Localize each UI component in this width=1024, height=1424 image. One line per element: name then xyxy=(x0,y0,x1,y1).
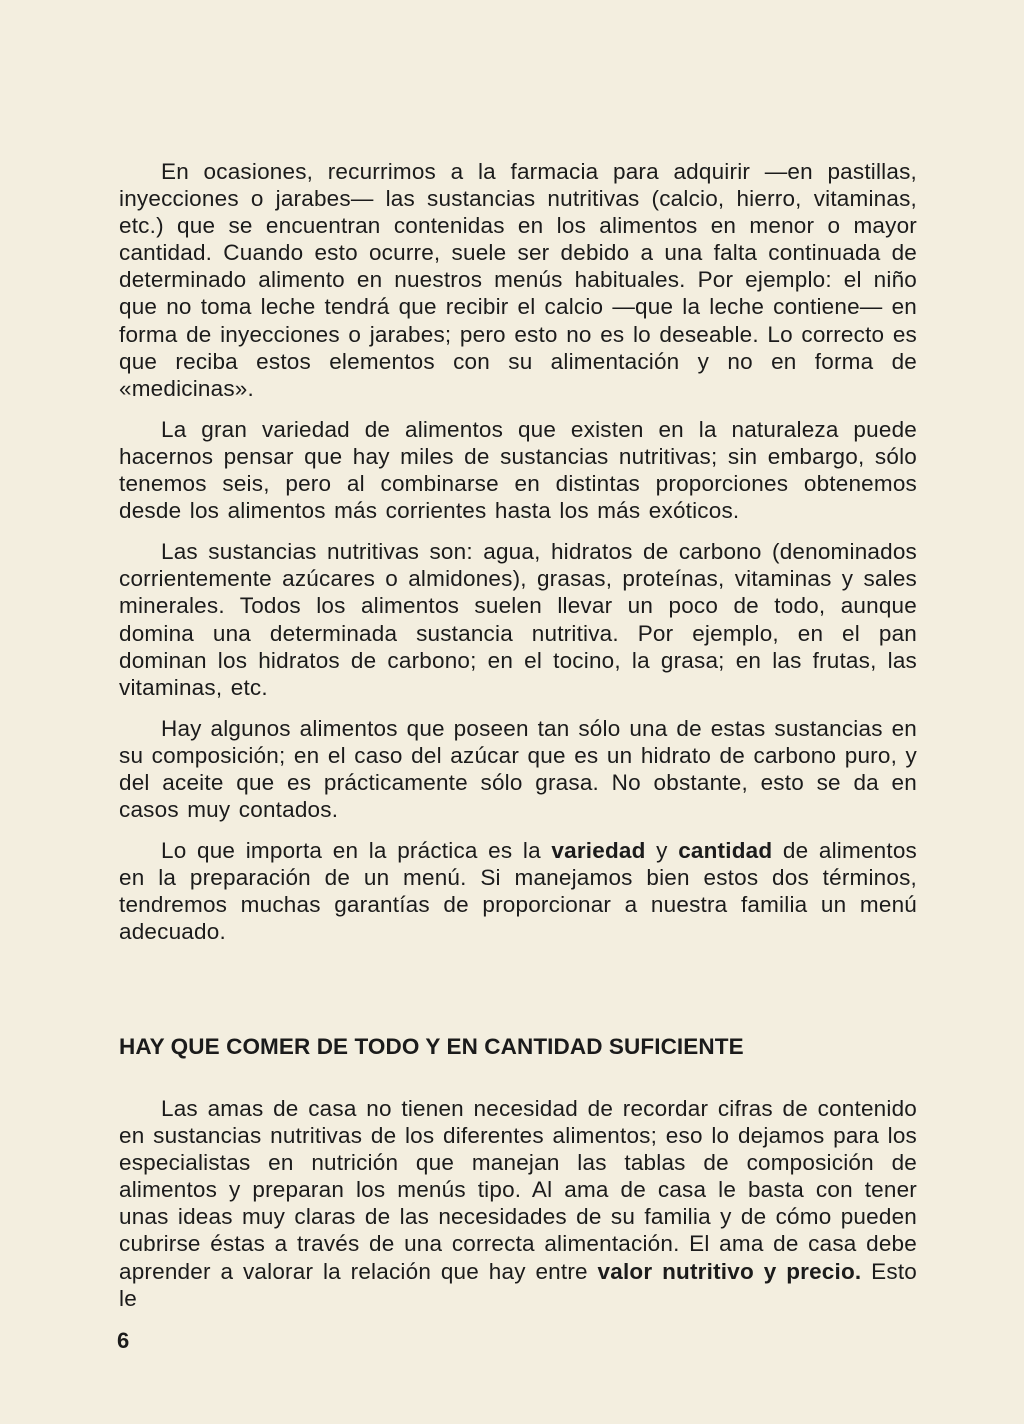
text-run: y xyxy=(645,838,679,864)
text-run: Hay algunos alimentos que poseen tan sólo una de estas sustancias en su composición; en el caso del azúcar que es un hidrato de carbono puro, y del aceite que es prácticamente sólo grasa. No obstante, esto se da en casos muy contados. xyxy=(119,715,917,823)
paragraph-4 xyxy=(119,715,917,823)
paragraph-1 xyxy=(119,158,917,402)
section-paragraph-1 xyxy=(119,1095,917,1312)
text-run: En ocasiones, recurrimos a la farmacia para adquirir —en pastillas, inyecciones o jarabes— las sustancias nutritivas (calcio, hierro, vitaminas, etc.) que se encuentran contenidas en los alimentos en menor o mayor cantidad. Cuando esto ocurre, suele ser debido a una falta continuada de determinado alimento en nuestros menús habituales. Por ejemplo: el niño que no toma leche tendrá que recibir el calcio —que la leche contiene— en forma de inyecciones o jarabes; pero esto no es lo deseable. Lo correcto es que reciba estos elementos con su alimentación y no en forma de «medicinas». xyxy=(119,159,917,401)
text-run: de alimentos en la preparación de un menú. Si manejamos bien estos dos términos, tendremos muchas garantías de proporcionar a nuestra familia un menú adecuado. xyxy=(119,838,917,945)
paragraph-5 xyxy=(119,837,917,945)
text-run: Las amas de casa no tienen necesidad de recordar cifras de contenido en sustancias nutritivas de los diferentes alimentos; eso lo dejamos para los especialistas en nutrición que manejan las tablas de composición de alimentos y preparan los menús tipo. Al ama de casa le basta con tener unas ideas muy claras de las necesidades de su familia y de cómo pueden cubrirse éstas a través de una correcta alimentación. El ama de casa debe aprender a valorar la relación que hay entre xyxy=(119,1096,917,1284)
paragraph-2 xyxy=(119,416,917,524)
bold-term-variedad: variedad xyxy=(551,838,646,864)
text-run: La gran variedad de alimentos que existen en la naturaleza puede hacernos pensar que hay miles de sustancias nutritivas; sin embargo, sólo tenemos seis, pero al combinarse en distintas proporciones obtenemos desde los alimentos más corrientes hasta los más exóticos. xyxy=(119,416,917,524)
body-text xyxy=(119,158,917,960)
bold-term-cantidad: cantidad xyxy=(678,838,773,864)
section-heading: HAY QUE COMER DE TODO Y EN CANTIDAD SUFICIENTE xyxy=(119,1034,744,1059)
text-run: Esto le xyxy=(119,1258,917,1311)
text-run: Las sustancias nutritivas son: agua, hidratos de carbono (denominados corrientemente azúcares o almidones), grasas, proteínas, vitaminas y sales minerales. Todos los alimentos suelen llevar un poco de todo, aunque domina una determinada sustancia nutritiva. Por ejemplo, en el pan dominan los hidratos de carbono; en el tocino, la grasa; en las frutas, las vitaminas, etc. xyxy=(119,539,917,700)
page-number: 6 xyxy=(117,1328,130,1353)
section-body-text xyxy=(119,1095,917,1326)
text-run: Lo que importa en la práctica es la xyxy=(161,838,552,864)
bold-term-valor-nutritivo: valor nutritivo y precio. xyxy=(597,1258,862,1284)
paragraph-3 xyxy=(119,538,917,701)
